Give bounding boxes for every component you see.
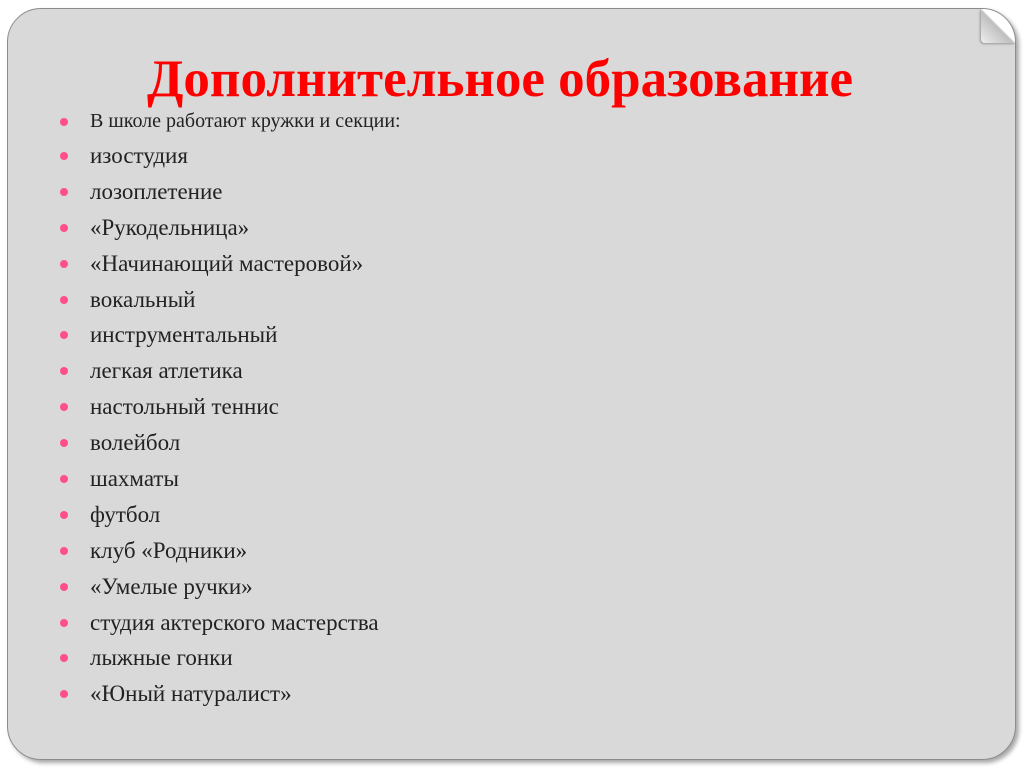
list-item bbox=[60, 282, 401, 318]
list-item bbox=[60, 353, 401, 389]
list-item-text: «Юный натуралист» bbox=[90, 681, 292, 707]
list-item-text: «Начинающий мастеровой» bbox=[90, 250, 364, 276]
list-item bbox=[60, 246, 401, 282]
list-item-text: шахматы bbox=[90, 466, 179, 492]
bullet-icon bbox=[60, 188, 68, 196]
list-item bbox=[60, 569, 401, 605]
list-item bbox=[60, 174, 401, 210]
list-item-text: студия актерского мастерства bbox=[90, 609, 379, 635]
list-item-text: лыжные гонки bbox=[90, 645, 233, 671]
list-item bbox=[60, 605, 401, 641]
list-item-text: инструментальный bbox=[90, 322, 278, 348]
bullet-icon bbox=[60, 331, 68, 339]
list-item bbox=[60, 676, 401, 712]
bullet-icon bbox=[60, 690, 68, 698]
list-item-text: вокальный bbox=[90, 286, 196, 312]
list-item bbox=[60, 317, 401, 353]
bullet-icon bbox=[60, 260, 68, 268]
list-item bbox=[60, 533, 401, 569]
bullet-icon bbox=[60, 511, 68, 519]
list-item-text: волейбол bbox=[90, 430, 181, 456]
bullet-icon bbox=[60, 654, 68, 662]
list-item bbox=[60, 425, 401, 461]
bullet-icon bbox=[60, 367, 68, 375]
list-item bbox=[60, 640, 401, 676]
list-item-text: настольный теннис bbox=[90, 394, 279, 420]
slide-title: Дополнительное образование bbox=[146, 50, 854, 108]
list-item bbox=[60, 105, 401, 138]
bullet-icon bbox=[60, 439, 68, 447]
page-fold-icon bbox=[981, 9, 1015, 43]
list-item-text: лозоплетение bbox=[90, 178, 223, 204]
bullet-list bbox=[60, 105, 401, 712]
list-item bbox=[60, 497, 401, 533]
list-item bbox=[60, 389, 401, 425]
list-item bbox=[60, 210, 401, 246]
bullet-icon bbox=[60, 296, 68, 304]
bullet-icon bbox=[60, 224, 68, 232]
list-item-text: клуб «Родники» bbox=[90, 537, 248, 563]
list-item-text: «Умелые ручки» bbox=[90, 573, 253, 599]
bullet-icon bbox=[60, 403, 68, 411]
list-item-text: легкая атлетика bbox=[90, 358, 243, 384]
bullet-icon bbox=[60, 152, 68, 160]
bullet-icon bbox=[60, 547, 68, 555]
bullet-icon bbox=[60, 118, 68, 126]
list-item-text: изостудия bbox=[90, 143, 188, 168]
bullet-icon bbox=[60, 619, 68, 627]
bullet-icon bbox=[60, 583, 68, 591]
list-item-text: «Рукодельница» bbox=[90, 214, 250, 240]
list-item-text: футбол bbox=[90, 501, 161, 527]
list-item bbox=[60, 138, 401, 174]
list-item-text: В школе работают кружки и секции: bbox=[90, 110, 401, 132]
bullet-icon bbox=[60, 475, 68, 483]
content-panel bbox=[7, 8, 1016, 760]
list-item bbox=[60, 461, 401, 497]
